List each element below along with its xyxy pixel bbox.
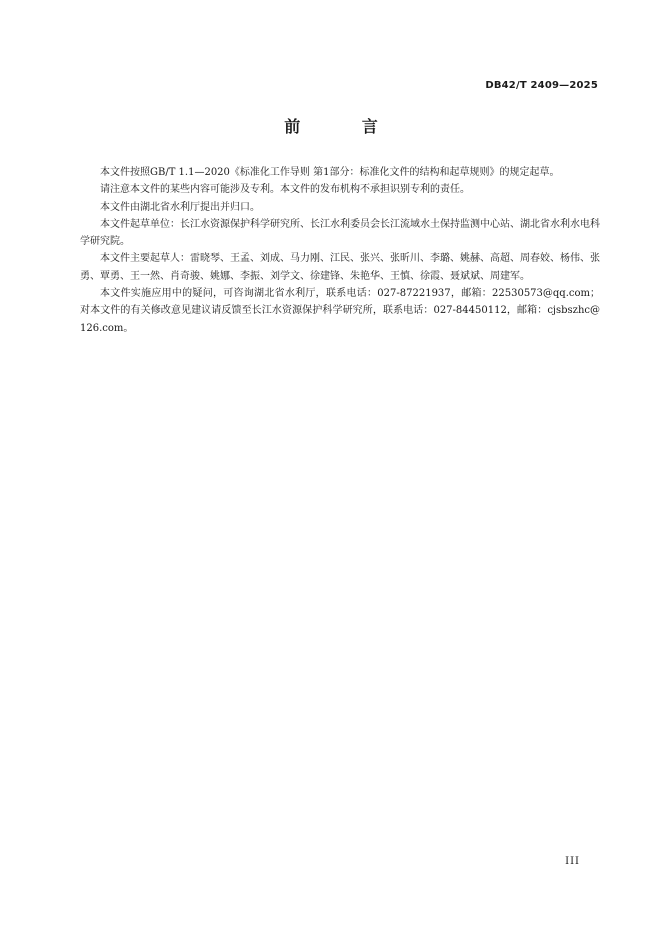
paragraph-drafters: 本文件主要起草人：雷晓琴、王孟、刘成、马力刚、江民、张兴、张昕川、李璐、姚赫、高超、周春姣、杨伟、张勇、覃勇、王一然、肖奇骏、姚娜、李振、刘学文、徐建锋、朱艳华、王慎、徐霞、聂斌斌、周建军。	[80, 253, 600, 282]
paragraph-patent-notice: 请注意本文件的某些内容可能涉及专利。本文件的发布机构不承担识别专利的责任。	[100, 184, 470, 196]
paragraph-drafting-units: 本文件起草单位：长江水资源保护科学研究所、长江水利委员会长江流域水土保持监测中心站、湖北省水利水电科学研究院。	[80, 218, 600, 248]
page-number: III	[565, 856, 580, 867]
document-code: DB42/T 2409—2025	[485, 80, 598, 91]
paragraph-contact: 本文件实施应用中的疑问，可咨询湖北省水利厅，联系电话：027-87221937，邮箱：22530573@qq.com；对本文件的有关修改意见建议请反馈至长江水资源保护科学研究所，联系电话：027-84450112，邮箱：cjsbszhc@126.com。	[80, 288, 600, 334]
preface-body	[80, 164, 600, 337]
page-title: 前 言	[284, 117, 406, 136]
paragraph-drafting-basis: 本文件按照GB/T 1.1—2020《标准化工作导则 第1部分：标准化文件的结构和起草规则》的规定起草。	[100, 167, 560, 178]
paragraph-proposer: 本文件由湖北省水利厅提出并归口。	[100, 201, 260, 213]
